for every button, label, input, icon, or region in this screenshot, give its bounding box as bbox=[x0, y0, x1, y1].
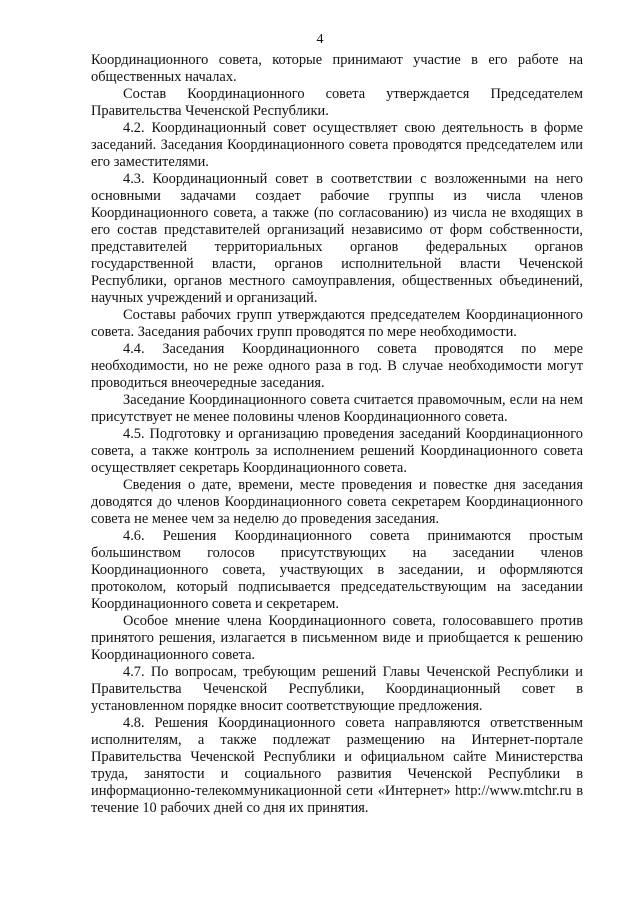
document-body bbox=[91, 52, 583, 817]
paragraph-4-3: 4.3. Координационный совет в соответствии с возложенными на него основными задачами создает рабочие группы из числа членов Координационного совета, а также (по согласованию) из числа не входящих в его состав представителей организаций независимо от форм собственности, представителей территориальных органов федеральных органов государственной власти, органов исполнительной власти Чеченской Республики, органов местного самоуправления, общественных объединений, научных учреждений и организаций. bbox=[91, 171, 583, 306]
paragraph-4-7: 4.7. По вопросам, требующим решений Главы Чеченской Республики и Правительства Чеченской Республики, Координационный совет в установленном порядке вносит соответствующие предложения. bbox=[91, 664, 583, 714]
paragraph-dissenting-opinion: Особое мнение члена Координационного совета, голосовавшего против принятого решения, излагается в письменном виде и приобщается к решению Координационного совета. bbox=[91, 613, 583, 663]
paragraph-working-groups: Составы рабочих групп утверждаются председателем Координационного совета. Заседания рабочих групп проводятся по мере необходимости. bbox=[91, 307, 583, 340]
paragraph-continuation: Координационного совета, которые принимают участие в его работе на общественных началах. bbox=[91, 52, 583, 85]
paragraph-council-composition: Состав Координационного совета утверждается Председателем Правительства Чеченской Республики. bbox=[91, 86, 583, 119]
paragraph-4-4: 4.4. Заседания Координационного совета проводятся по мере необходимости, но не реже одного раза в год. В случае необходимости могут проводиться внеочередные заседания. bbox=[91, 341, 583, 391]
paragraph-4-8: 4.8. Решения Координационного совета направляются ответственным исполнителям, а также подлежат размещению на Интернет-портале Правительства Чеченской Республики и официальном сайте Министерства труда, занятости и социального развития Чеченской Республики в информационно-телекоммуникационной сети «Интернет» http://www.mtchr.ru в течение 10 рабочих дней со дня их принятия. bbox=[91, 715, 583, 816]
paragraph-meeting-notice: Сведения о дате, времени, месте проведения и повестке дня заседания доводятся до членов Координационного совета секретарем Координационного совета не менее чем за неделю до проведения заседания. bbox=[91, 477, 583, 527]
paragraph-4-2: 4.2. Координационный совет осуществляет свою деятельность в форме заседаний. Заседания Координационного совета проводятся председателем или его заместителями. bbox=[91, 120, 583, 170]
paragraph-4-6: 4.6. Решения Координационного совета принимаются простым большинством голосов присутствующих на заседании членов Координационного совета, участвующих в заседании, и оформляются протоколом, который подписывается председательствующим на заседании Координационного совета и секретарем. bbox=[91, 528, 583, 612]
paragraph-quorum: Заседание Координационного совета считается правомочным, если на нем присутствует не менее половины членов Координационного совета. bbox=[91, 392, 583, 425]
paragraph-4-5: 4.5. Подготовку и организацию проведения заседаний Координационного совета, а также контроль за исполнением решений Координационного совета осуществляет секретарь Координационного совета. bbox=[91, 426, 583, 476]
page-number: 4 bbox=[316, 32, 324, 47]
